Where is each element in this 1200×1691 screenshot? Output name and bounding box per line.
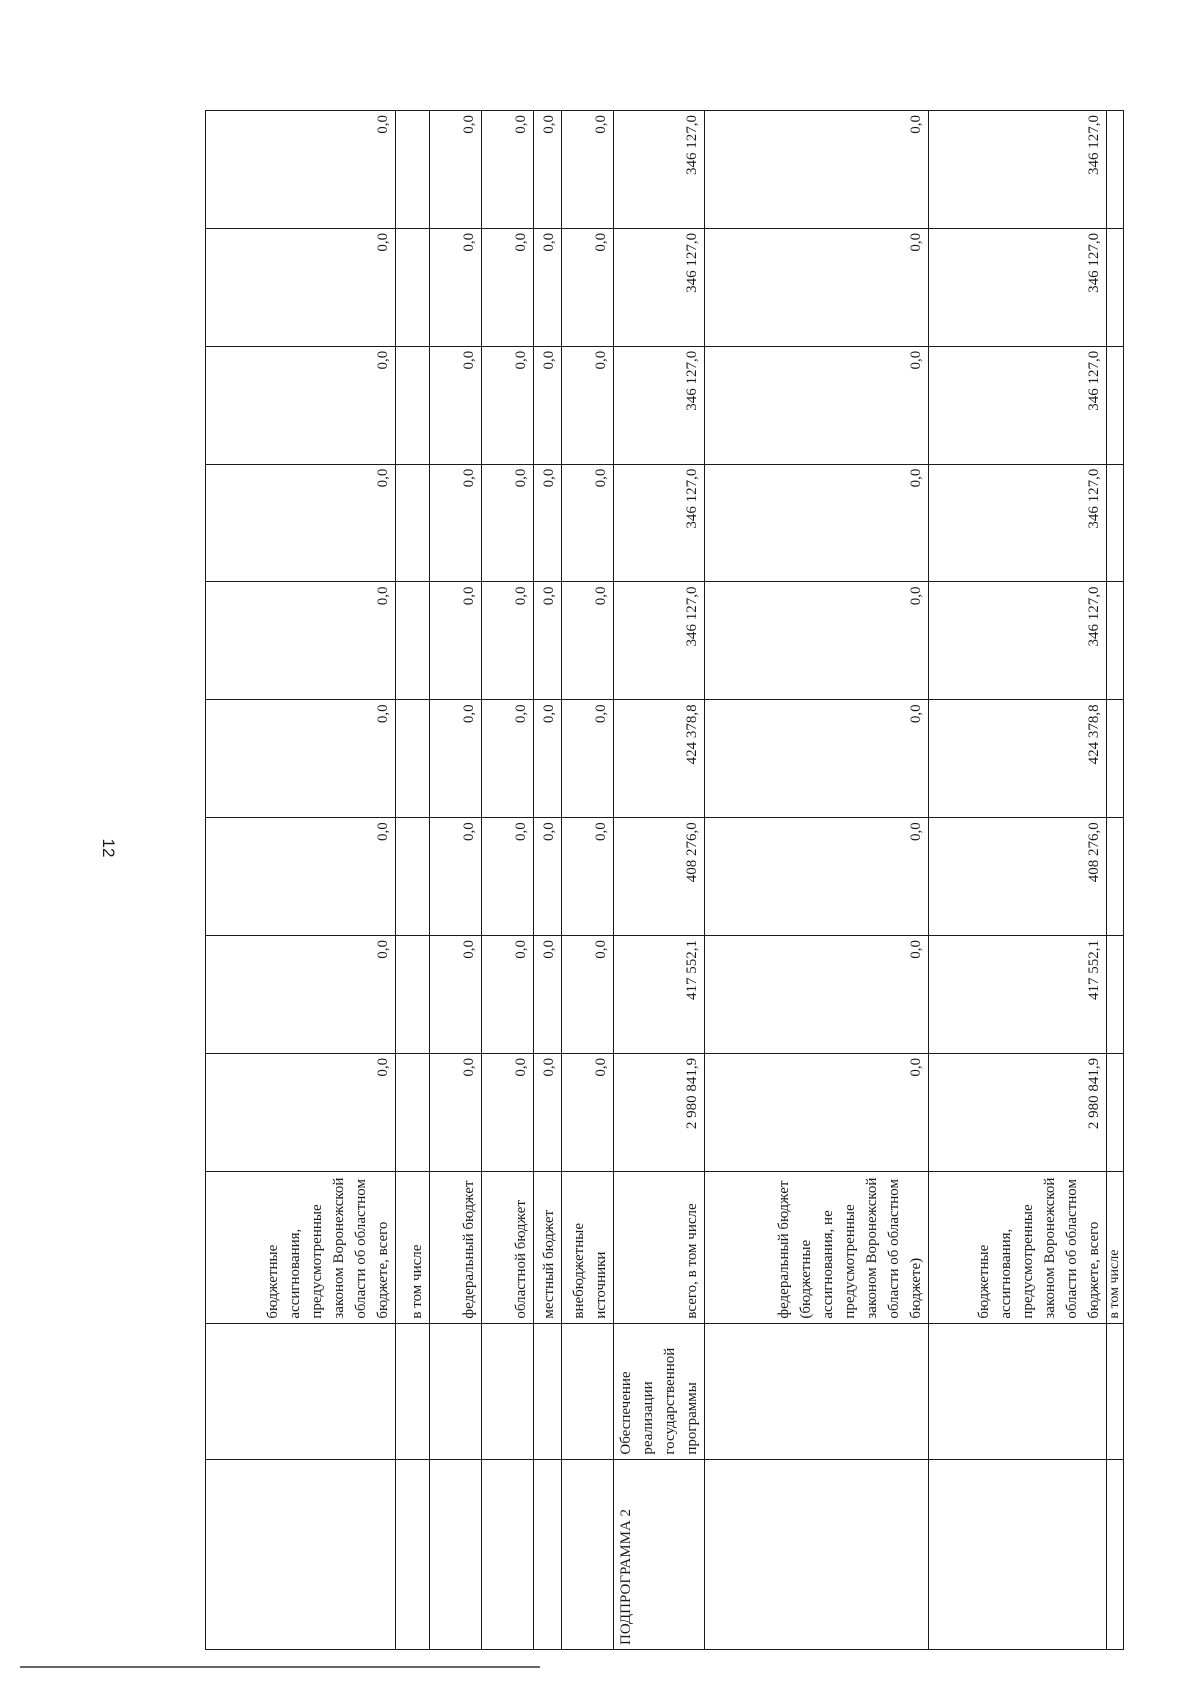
amount-cell: 0,0 <box>430 818 482 936</box>
amount-cell: 0,0 <box>562 582 614 700</box>
amount-cell: 0,0 <box>705 228 929 346</box>
amount-cell: 0,0 <box>534 936 562 1054</box>
amount-cell: 2 980 841,9 <box>929 1053 1107 1171</box>
amount-cell <box>396 464 430 582</box>
amount-cell: 0,0 <box>430 582 482 700</box>
amount-cell: 408 276,0 <box>614 818 705 936</box>
funding-source-cell: федеральный бюджет <box>430 1171 482 1323</box>
amount-cell <box>396 700 430 818</box>
amount-cell: 0,0 <box>562 346 614 464</box>
table-row <box>562 111 614 1650</box>
program-code-cell <box>705 1459 929 1649</box>
amount-cell: 0,0 <box>482 818 534 936</box>
scan-edge-line <box>20 1666 540 1668</box>
program-name-cell: Обеспечение реализации государственной программы <box>614 1323 705 1459</box>
program-code-cell <box>206 1459 396 1649</box>
amount-cell: 0,0 <box>482 936 534 1054</box>
amount-cell: 0,0 <box>705 936 929 1054</box>
amount-cell: 0,0 <box>562 111 614 229</box>
amount-cell: 0,0 <box>206 936 396 1054</box>
program-name-cell <box>1107 1323 1124 1459</box>
program-code-cell: ПОДПРОГРАММА 2 <box>614 1459 705 1649</box>
funding-source-cell: в том числе <box>1107 1171 1124 1323</box>
amount-cell: 0,0 <box>482 346 534 464</box>
table-row <box>705 111 929 1650</box>
program-name-cell <box>562 1323 614 1459</box>
amount-cell: 0,0 <box>705 346 929 464</box>
amount-cell <box>1107 582 1124 700</box>
program-code-cell <box>396 1459 430 1649</box>
amount-cell: 0,0 <box>430 1053 482 1171</box>
funding-source-cell: бюджетные ассигнования, предусмотренные законом Воронежской области об областном бюджете, всего <box>206 1171 396 1323</box>
program-name-cell <box>206 1323 396 1459</box>
amount-cell: 2 980 841,9 <box>614 1053 705 1171</box>
amount-cell: 0,0 <box>705 464 929 582</box>
table-row <box>396 111 430 1650</box>
table-row <box>482 111 534 1650</box>
amount-cell: 0,0 <box>430 228 482 346</box>
amount-cell: 0,0 <box>705 818 929 936</box>
amount-cell: 0,0 <box>430 936 482 1054</box>
amount-cell: 346 127,0 <box>929 228 1107 346</box>
page-number: 12 <box>99 838 118 858</box>
amount-cell <box>1107 111 1124 229</box>
program-code-cell <box>482 1459 534 1649</box>
amount-cell: 0,0 <box>562 818 614 936</box>
amount-cell: 0,0 <box>534 464 562 582</box>
amount-cell: 0,0 <box>430 700 482 818</box>
amount-cell: 0,0 <box>705 1053 929 1171</box>
program-code-cell <box>1107 1459 1124 1649</box>
amount-cell <box>1107 228 1124 346</box>
amount-cell: 0,0 <box>482 228 534 346</box>
program-name-cell <box>430 1323 482 1459</box>
amount-cell <box>1107 818 1124 936</box>
amount-cell: 0,0 <box>430 464 482 582</box>
rotated-budget-table <box>205 110 1122 1650</box>
amount-cell: 346 127,0 <box>614 111 705 229</box>
funding-source-cell: бюджетные ассигнования, предусмотренные законом Воронежской области об областном бюджете, всего <box>929 1171 1107 1323</box>
amount-cell: 0,0 <box>705 700 929 818</box>
program-name-cell <box>396 1323 430 1459</box>
amount-cell: 0,0 <box>206 228 396 346</box>
amount-cell: 0,0 <box>705 111 929 229</box>
amount-cell <box>1107 936 1124 1054</box>
amount-cell: 346 127,0 <box>614 228 705 346</box>
funding-source-cell: внебюджетные источники <box>562 1171 614 1323</box>
amount-cell: 346 127,0 <box>614 582 705 700</box>
amount-cell: 0,0 <box>482 700 534 818</box>
amount-cell: 417 552,1 <box>929 936 1107 1054</box>
amount-cell: 0,0 <box>562 464 614 582</box>
program-code-cell <box>430 1459 482 1649</box>
amount-cell: 0,0 <box>534 1053 562 1171</box>
amount-cell: 0,0 <box>534 818 562 936</box>
amount-cell: 424 378,8 <box>929 700 1107 818</box>
amount-cell <box>396 346 430 464</box>
program-code-cell <box>929 1459 1107 1649</box>
amount-cell <box>1107 346 1124 464</box>
amount-cell <box>396 582 430 700</box>
amount-cell: 0,0 <box>430 111 482 229</box>
amount-cell: 346 127,0 <box>614 464 705 582</box>
amount-cell: 0,0 <box>562 228 614 346</box>
amount-cell: 0,0 <box>482 111 534 229</box>
amount-cell: 346 127,0 <box>929 582 1107 700</box>
table-row <box>614 111 705 1650</box>
amount-cell: 417 552,1 <box>614 936 705 1054</box>
amount-cell <box>1107 700 1124 818</box>
amount-cell <box>396 818 430 936</box>
amount-cell: 346 127,0 <box>929 111 1107 229</box>
amount-cell: 408 276,0 <box>929 818 1107 936</box>
funding-source-cell: всего, в том числе <box>614 1171 705 1323</box>
amount-cell: 0,0 <box>206 464 396 582</box>
amount-cell: 0,0 <box>430 346 482 464</box>
program-code-cell <box>534 1459 562 1649</box>
amount-cell: 424 378,8 <box>614 700 705 818</box>
program-name-cell <box>705 1323 929 1459</box>
table-row <box>929 111 1107 1650</box>
amount-cell: 0,0 <box>206 111 396 229</box>
amount-cell: 0,0 <box>534 582 562 700</box>
amount-cell: 0,0 <box>482 1053 534 1171</box>
funding-source-cell: областной бюджет <box>482 1171 534 1323</box>
funding-source-cell: местный бюджет <box>534 1171 562 1323</box>
amount-cell: 346 127,0 <box>929 346 1107 464</box>
amount-cell: 0,0 <box>562 700 614 818</box>
amount-cell <box>1107 464 1124 582</box>
amount-cell: 0,0 <box>482 582 534 700</box>
funding-source-cell: федеральный бюджет (бюджетные ассигнования, не предусмотренные законом Воронежской области об областном бюджете) <box>705 1171 929 1323</box>
amount-cell: 0,0 <box>482 464 534 582</box>
amount-cell: 346 127,0 <box>929 464 1107 582</box>
amount-cell: 0,0 <box>534 700 562 818</box>
amount-cell: 0,0 <box>534 228 562 346</box>
amount-cell: 0,0 <box>206 700 396 818</box>
table-row <box>534 111 562 1650</box>
amount-cell: 0,0 <box>206 818 396 936</box>
amount-cell: 0,0 <box>705 582 929 700</box>
funding-source-cell: в том числе <box>396 1171 430 1323</box>
amount-cell: 0,0 <box>206 1053 396 1171</box>
amount-cell: 0,0 <box>562 1053 614 1171</box>
amount-cell: 0,0 <box>562 936 614 1054</box>
budget-table <box>205 110 1124 1650</box>
program-name-cell <box>534 1323 562 1459</box>
amount-cell: 346 127,0 <box>614 346 705 464</box>
amount-cell <box>396 111 430 229</box>
program-name-cell <box>482 1323 534 1459</box>
amount-cell <box>396 936 430 1054</box>
amount-cell: 0,0 <box>206 582 396 700</box>
table-row <box>206 111 396 1650</box>
program-name-cell <box>929 1323 1107 1459</box>
amount-cell: 0,0 <box>534 111 562 229</box>
amount-cell <box>1107 1053 1124 1171</box>
program-code-cell <box>562 1459 614 1649</box>
amount-cell: 0,0 <box>206 346 396 464</box>
table-row <box>430 111 482 1650</box>
amount-cell <box>396 1053 430 1171</box>
amount-cell: 0,0 <box>534 346 562 464</box>
amount-cell <box>396 228 430 346</box>
table-row <box>1107 111 1124 1650</box>
